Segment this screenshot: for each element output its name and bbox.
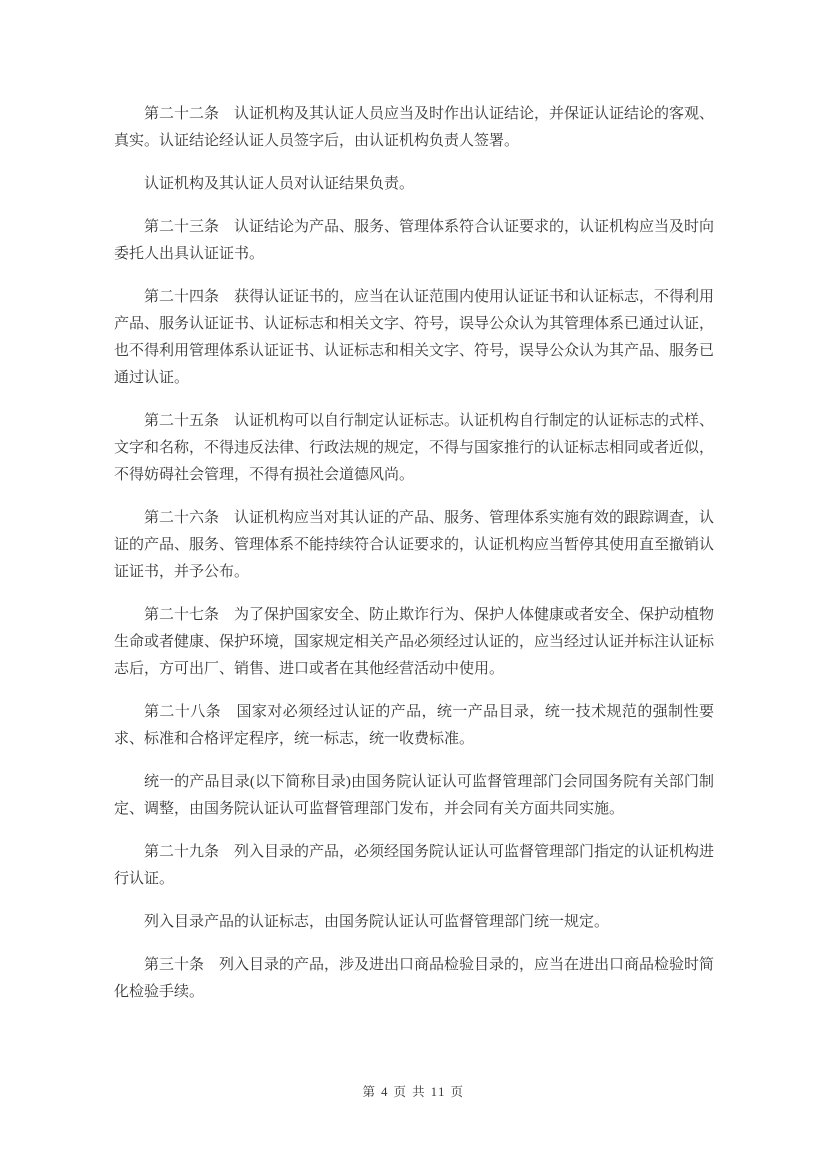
paragraph-article-28-catalog: 统一的产品目录(以下简称目录)由国务院认证认可监督管理部门会同国务院有关部门制定、调整，由国务院认证认可监督管理部门发布，并会同有关方面共同实施。 [114, 774, 714, 817]
paragraph-article-22: 第二十二条 认证机构及其认证人员应当及时作出认证结论，并保证认证结论的客观、真实。认证结论经认证人员签字后，由认证机构负责人签署。 [114, 106, 715, 149]
page-footer [0, 1082, 827, 1101]
paragraph-article-29-marks: 列入目录产品的认证标志，由国务院认证认可监督管理部门统一规定。 [144, 914, 610, 930]
page-number-label: 第 4 页 共 11 页 [362, 1085, 465, 1099]
paragraph-article-25: 第二十五条 认证机构可以自行制定认证标志。认证机构自行制定的认证标志的式样、文字和名称，不得违反法律、行政法规的规定，不得与国家推行的认证标志相同或者近似，不得妨碍社会管理，不得有损社会道德风尚。 [114, 413, 715, 483]
paragraph-article-29: 第二十九条 列入目录的产品，必须经国务院认证认可监督管理部门指定的认证机构进行认证。 [114, 844, 715, 887]
document-body [114, 101, 714, 1022]
paragraph-article-22-responsibility: 认证机构及其认证人员对认证结果负责。 [144, 176, 415, 192]
paragraph-article-27: 第二十七条 为了保护国家安全、防止欺诈行为、保护人体健康或者安全、保护动植物生命或者健康、保护环境，国家规定相关产品必须经过认证的，应当经过认证并标注认证标志后，方可出厂、销售、进口或者在其他经营活动中使用。 [114, 607, 715, 677]
paragraph-article-30: 第三十条 列入目录的产品，涉及进出口商品检验目录的，应当在进出口商品检验时简化检验手续。 [114, 957, 715, 1000]
paragraph-article-28: 第二十八条 国家对必须经过认证的产品，统一产品目录，统一技术规范的强制性要求、标准和合格评定程序，统一标志，统一收费标准。 [114, 704, 714, 747]
paragraph-article-26: 第二十六条 认证机构应当对其认证的产品、服务、管理体系实施有效的跟踪调查，认证的产品、服务、管理体系不能持续符合认证要求的，认证机构应当暂停其使用直至撤销认证证书，并予公布。 [114, 510, 715, 580]
paragraph-article-24: 第二十四条 获得认证证书的，应当在认证范围内使用认证证书和认证标志，不得利用产品、服务认证证书、认证标志和相关文字、符号，误导公众认为其管理体系已通过认证，也不得利用管理体系认证证书、认证标志和相关文字、符号，误导公众认为其产品、服务已通过认证。 [114, 289, 715, 386]
paragraph-article-23: 第二十三条 认证结论为产品、服务、管理体系符合认证要求的，认证机构应当及时向委托人出具认证证书。 [114, 219, 715, 262]
